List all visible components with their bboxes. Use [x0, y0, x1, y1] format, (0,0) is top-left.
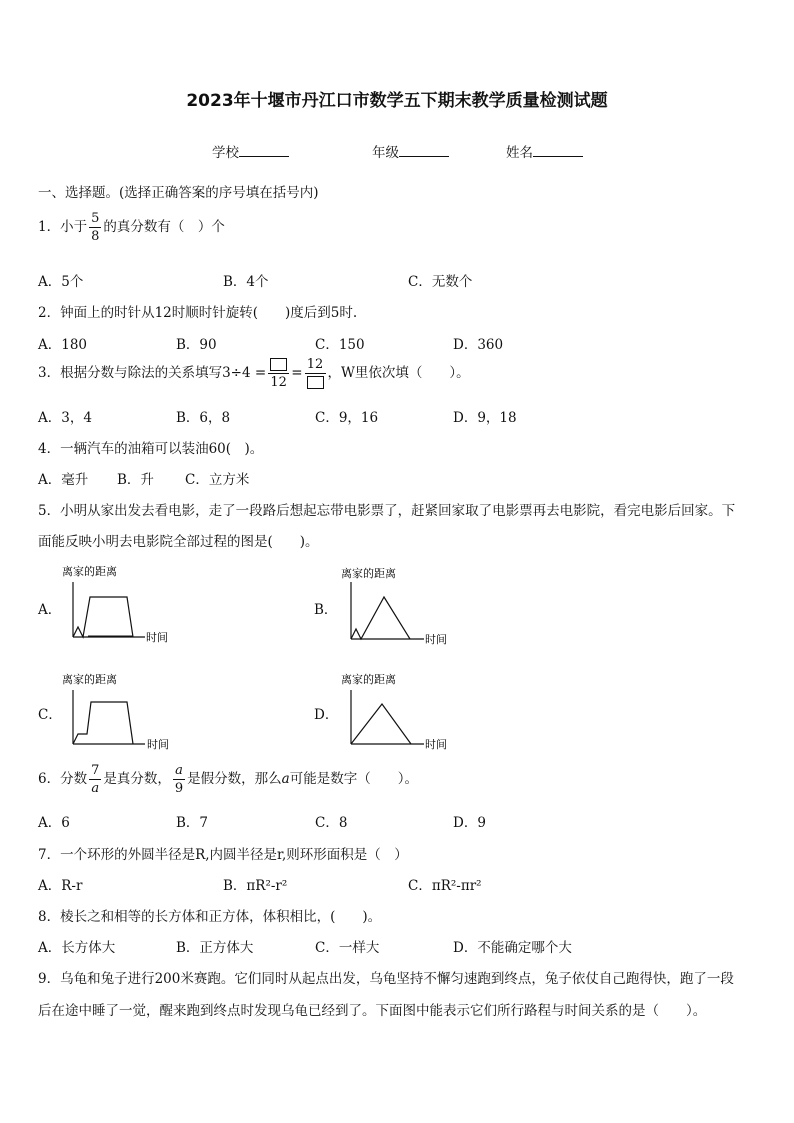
fraction-denominator: 8 — [91, 229, 100, 244]
question-1 — [38, 212, 225, 243]
graph-y-label: 离家的距离 — [341, 673, 396, 686]
q5-option-d[interactable]: D． — [314, 707, 339, 723]
name-label: 姓名 — [506, 145, 533, 161]
q8-option-d[interactable]: D．不能确定哪个大 — [453, 940, 572, 956]
q4-option-b[interactable]: B．升 — [117, 472, 154, 488]
distance-time-line — [351, 704, 411, 744]
blank-box — [270, 358, 287, 371]
equals-sign: = — [291, 365, 303, 381]
fraction-denominator: 9 — [174, 781, 184, 796]
q3-option-a[interactable]: A．3，4 — [38, 410, 92, 426]
graph-y-label: 离家的距离 — [62, 673, 117, 686]
section-heading: 一、选择题。(选择正确答案的序号填在括号内) — [38, 185, 319, 201]
variable-a: a — [281, 771, 290, 787]
grade-field — [372, 141, 449, 161]
q2-option-d[interactable]: D．360 — [453, 337, 504, 353]
question-8: 8．棱长之和相等的长方体和正方体，体积相比，( )。 — [38, 909, 382, 925]
q4-option-a[interactable]: A．毫升 — [38, 472, 89, 488]
blank-box — [307, 376, 324, 389]
q6-option-a[interactable]: A．6 — [38, 815, 70, 831]
q8-option-c[interactable]: C．一样大 — [315, 940, 380, 956]
name-blank[interactable] — [533, 144, 583, 157]
fraction-numerator: 12 — [305, 358, 326, 374]
school-blank[interactable] — [239, 144, 289, 157]
school-field — [212, 141, 289, 161]
q2-option-a[interactable]: A．180 — [38, 337, 88, 353]
question-3 — [38, 358, 470, 389]
q3-option-d[interactable]: D．9，18 — [453, 410, 517, 426]
distance-time-line — [73, 597, 133, 637]
q6-text-post-1: 是假分数，那么 — [187, 771, 282, 787]
q5-graph-d — [336, 668, 466, 756]
graph-y-label: 离家的距离 — [341, 567, 396, 580]
q6-option-b[interactable]: B．7 — [176, 815, 209, 831]
graph-x-label: 时间 — [146, 631, 168, 644]
q5-option-c[interactable]: C． — [38, 707, 62, 723]
q1-option-c[interactable]: C．无数个 — [408, 274, 473, 290]
fraction-five-eighths — [89, 212, 101, 243]
question-9-line-2: 后在途中睡了一觉，醒来跑到终点时发现乌龟已经到了。下面图中能表示它们所行路程与时间关系的是（ ）。 — [38, 1003, 707, 1019]
question-5-line-2: 面能反映小明去电影院全部过程的图是( )。 — [38, 534, 319, 550]
distance-time-line — [73, 702, 133, 744]
question-7: 7．一个环形的外圆半径是R,内圆半径是r,则环形面积是（ ） — [38, 847, 408, 863]
q8-option-a[interactable]: A．长方体大 — [38, 940, 116, 956]
q2-option-b[interactable]: B．90 — [176, 337, 217, 353]
fraction-denominator: a — [91, 781, 100, 796]
q1-text-post: 的真分数有（ ）个 — [103, 219, 225, 235]
q3-text-pre: 3．根据分数与除法的关系填写3÷4 = — [38, 365, 267, 381]
fraction-numerator: 5 — [91, 211, 100, 226]
q7-option-a[interactable]: A．R-r — [38, 878, 83, 894]
graph-x-label: 时间 — [147, 738, 169, 751]
graph-x-label: 时间 — [425, 633, 447, 646]
question-2: 2．钟面上的时针从12时顺时针旋转( )度后到5时. — [38, 305, 358, 321]
q3-option-b[interactable]: B．6，8 — [176, 410, 231, 426]
q5-graph-c — [60, 668, 190, 756]
q6-text-mid: 是真分数， — [103, 771, 171, 787]
page-title: 2023年十堰市丹江口市数学五下期末教学质量检测试题 — [186, 91, 608, 111]
fraction-a-over-9 — [173, 764, 185, 795]
q6-text-post-2: 可能是数字（ ）。 — [289, 771, 418, 787]
fraction-numerator: a — [173, 764, 185, 780]
q3-option-c[interactable]: C．9，16 — [315, 410, 379, 426]
fraction-denominator: 12 — [270, 375, 287, 390]
q3-text-post: ，W里依次填（ ）。 — [327, 365, 470, 381]
q5-graph-a — [60, 560, 190, 648]
q1-option-a[interactable]: A．5个 — [38, 274, 84, 290]
graph-y-label: 离家的距离 — [62, 565, 117, 578]
q1-text-pre: 1．小于 — [38, 219, 88, 235]
question-4: 4．一辆汽车的油箱可以装油60( )。 — [38, 441, 264, 457]
q5-option-b[interactable]: B． — [314, 602, 338, 618]
q5-option-a[interactable]: A． — [38, 602, 62, 618]
name-field — [506, 141, 583, 161]
q1-option-b[interactable]: B．4个 — [223, 274, 269, 290]
q8-option-b[interactable]: B．正方体大 — [176, 940, 254, 956]
distance-time-line — [351, 597, 410, 639]
question-9-line-1: 9．乌龟和兔子进行200米赛跑。它们同时从起点出发，乌龟坚持不懈匀速跑到终点，兔子依仗自己跑得快，跑了一段 — [38, 971, 734, 987]
fraction-12-over-box — [305, 358, 326, 389]
fraction-box-over-12 — [268, 358, 289, 389]
q5-graph-b — [336, 560, 466, 648]
school-label: 学校 — [212, 145, 239, 161]
q7-option-c[interactable]: C．πR²-πr² — [408, 878, 482, 894]
graph-x-label: 时间 — [425, 738, 447, 751]
grade-blank[interactable] — [399, 144, 449, 157]
q7-option-b[interactable]: B．πR²-r² — [223, 878, 288, 894]
question-5-line-1: 5．小明从家出发去看电影，走了一段路后想起忘带电影票了，赶紧回家取了电影票再去电影院，看完电影后回家。下 — [38, 503, 736, 519]
fraction-numerator: 7 — [91, 763, 100, 778]
grade-label: 年级 — [372, 145, 399, 161]
q6-text-pre: 6．分数 — [38, 771, 88, 787]
q2-option-c[interactable]: C．150 — [315, 337, 365, 353]
question-6 — [38, 764, 418, 795]
q6-option-c[interactable]: C．8 — [315, 815, 348, 831]
fraction-7-over-a — [89, 764, 101, 795]
q4-option-c[interactable]: C．立方米 — [185, 472, 250, 488]
q6-option-d[interactable]: D．9 — [453, 815, 486, 831]
